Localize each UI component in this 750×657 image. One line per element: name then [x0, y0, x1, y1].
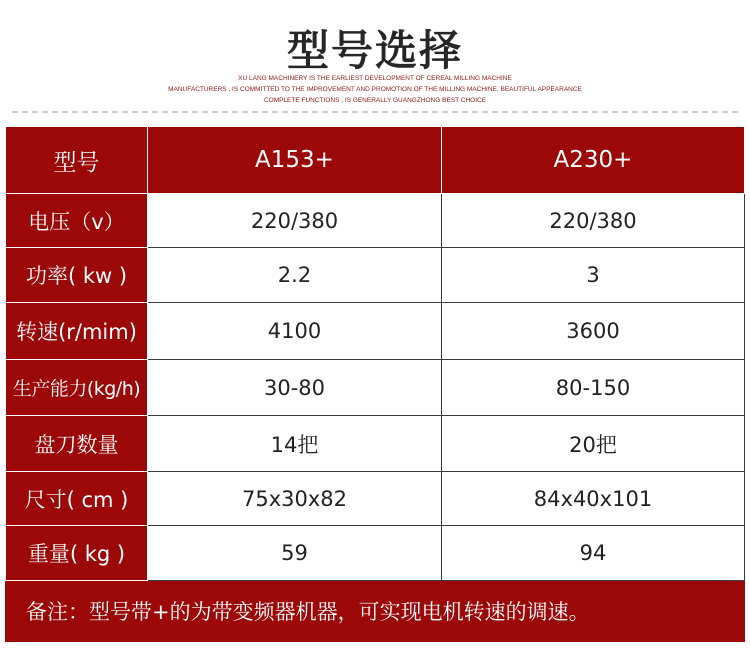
table-row — [6, 472, 745, 526]
row-value: 94 — [442, 526, 745, 581]
spec-table — [5, 126, 745, 642]
subtitle-line: MANUFACTURERS , IS COMMITTED TO THE IMPROVEMENT AND PROMOTION OF THE MILLING MACHINE, BEAUTIFUL APPEARANCE — [168, 86, 582, 93]
header-model: A230+ — [442, 127, 745, 194]
table-row — [6, 526, 745, 581]
row-value: 220/380 — [148, 194, 442, 248]
row-value: 2.2 — [148, 248, 442, 303]
table-row — [6, 194, 745, 248]
table-row — [6, 416, 745, 472]
page-title: 型号选择 — [286, 26, 463, 75]
row-value: 14把 — [148, 416, 442, 472]
table-row — [6, 303, 745, 360]
row-label: 重量( kg ) — [6, 526, 148, 581]
row-label: 电压（v） — [6, 194, 148, 248]
table-row — [6, 360, 745, 416]
header-model: A153+ — [148, 127, 442, 194]
row-label: 功率( kw ) — [6, 248, 148, 303]
row-label: 转速(r/mim) — [6, 303, 148, 360]
subtitle-line: COMPLETE FUNCTIONS , IS GENERALLY GUANGZHONG BEST CHOICE — [263, 97, 487, 104]
row-value: 80-150 — [442, 360, 745, 416]
row-label: 盘刀数量 — [6, 416, 148, 472]
dashed-divider — [12, 111, 738, 113]
row-value: 4100 — [148, 303, 442, 360]
row-value: 30-80 — [148, 360, 442, 416]
row-value: 84x40x101 — [442, 472, 745, 526]
row-value: 220/380 — [442, 194, 745, 248]
subtitle — [0, 73, 750, 106]
row-value: 59 — [148, 526, 442, 581]
note-row — [6, 581, 745, 642]
row-label: 尺寸( cm ) — [6, 472, 148, 526]
table-header-row — [6, 127, 745, 194]
row-value: 20把 — [442, 416, 745, 472]
row-label: 生产能力(kg/h) — [6, 360, 148, 416]
row-value: 3600 — [442, 303, 745, 360]
subtitle-line: XU LANG MACHINERY IS THE EARLIEST DEVELOPMENT OF CEREAL MILLING MACHINE — [238, 75, 512, 82]
header-label: 型号 — [6, 127, 148, 194]
row-value: 75x30x82 — [148, 472, 442, 526]
row-value: 3 — [442, 248, 745, 303]
table-row — [6, 248, 745, 303]
note-text: 备注：型号带+的为带变频器机器，可实现电机转速的调速。 — [6, 581, 745, 642]
